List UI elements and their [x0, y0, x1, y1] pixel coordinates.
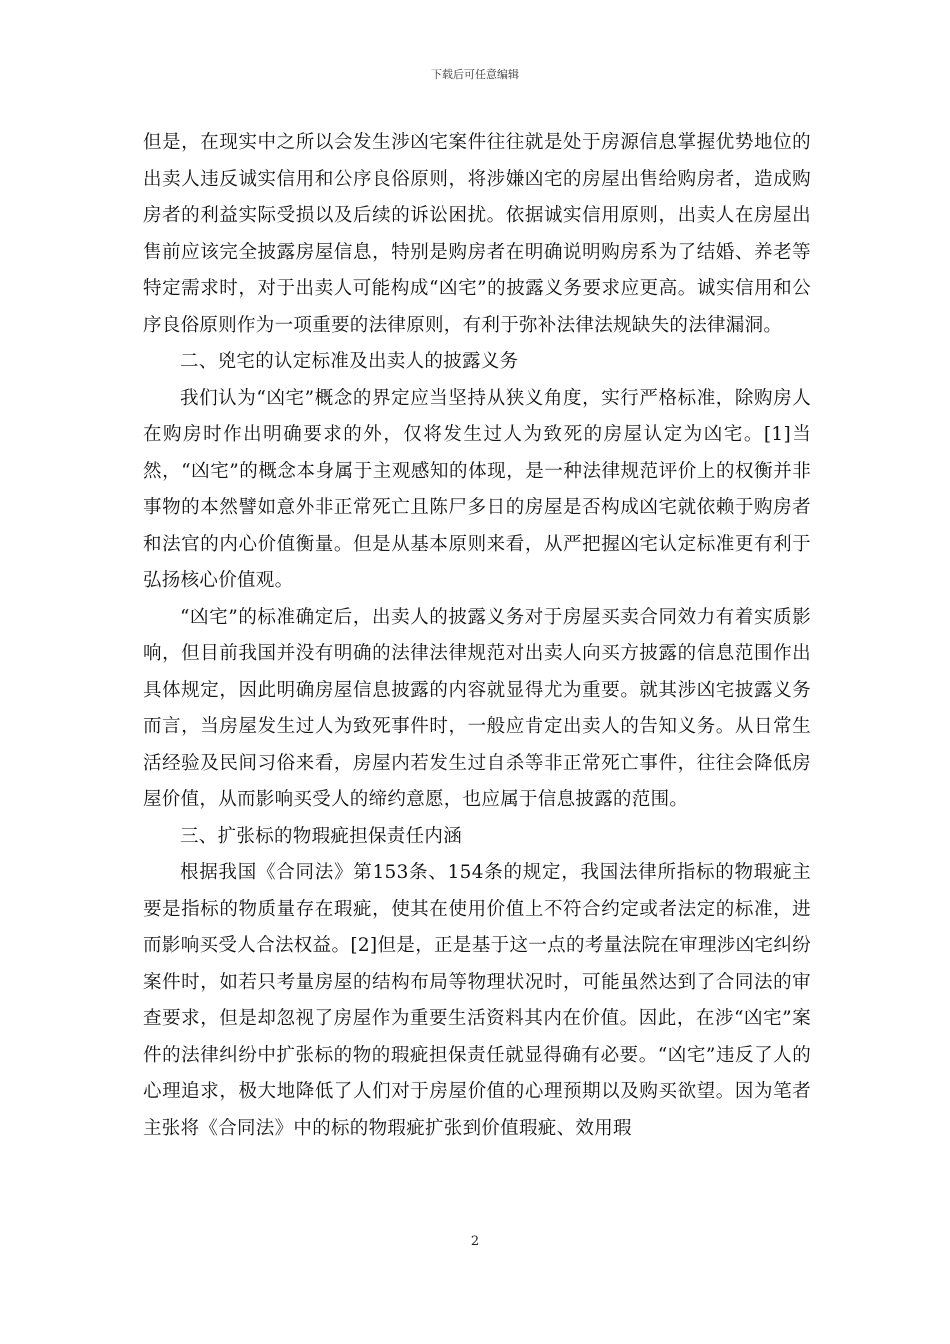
section-heading-3: 三、扩张标的物瑕疵担保责任内涵	[180, 825, 463, 847]
section-heading-2: 二、兇宅的认定标准及出卖人的披露义务	[180, 351, 519, 372]
page-number: 2	[470, 1234, 480, 1249]
paragraph-4: 根据我国《合同法》第153条、154条的规定，我国法律所指标的物瑕疵主要是指标的物质量存在瑕疵，使其在使用价值上不符合约定或者法定的标准，进而影响买受人合法权益。[2]但是，正是基于这一点的考量法院在审理涉凶宅纠纷案件时，如若只考量房屋的结构布局等物理状况时，可能虽然达到了合同法的审查要求，但是却忽视了房屋作为重要生活资料其内在价值。因此，在涉“凶宅”案件的法律纠纷中扩张标的物的瑕疵担保责任就显得确有必要。“凶宅”违反了人的心理追求，极大地降低了人们对于房屋价值的心理预期以及购买欲望。因为笔者主张将《合同法》中的标的物瑕疵扩张到价值瑕疵、效用瑕	[143, 862, 811, 1139]
paragraph-3: “凶宅”的标准确定后，出卖人的披露义务对于房屋买卖合同效力有着实质影响，但目前我国并没有明确的法律法律规范对出卖人向买方披露的信息范围作出具体规定，因此明确房屋信息披露的内容就显得尤为重要。就其涉凶宅披露义务而言，当房屋发生过人为致死事件时，一般应肯定出卖人的告知义务。从日常生活经验及民间习俗来看，房屋内若发生过自杀等非正常死亡事件，往往会降低房屋价值，从而影响买受人的缔约意愿，也应属于信息披露的范围。	[143, 606, 811, 810]
page-header: 下载后可任意编辑	[431, 68, 519, 81]
paragraph-2: 我们认为“凶宅”概念的界定应当坚持从狭义角度，实行严格标准，除购房人在购房时作出明确要求的外，仅将发生过人为致死的房屋认定为凶宅。[1]当然，“凶宅”的概念本身属于主观感知的体现，是一种法律规范评价上的权衡并非事物的本然譬如意外非正常死亡且陈尸多日的房屋是否构成凶宅就依赖于购房者和法官的内心价值衡量。但是从基本原则来看，从严把握凶宅认定标准更有利于弘扬核心价值观。	[143, 387, 811, 591]
paragraph-1: 但是，在现实中之所以会发生涉凶宅案件往往就是处于房源信息掌握优势地位的出卖人违反诚实信用和公序良俗原则，将涉嫌凶宅的房屋出售给购房者，造成购房者的利益实际受损以及后续的诉讼困扰。依据诚实信用原则，出卖人在房屋出售前应该完全披露房屋信息，特别是购房者在明确说明购房系为了结婚、养老等特定需求时，对于出卖人可能构成“凶宅”的披露义务要求应更高。诚实信用和公序良俗原则作为一项重要的法律原则，有利于弥补法律法规缺失的法律漏洞。	[143, 132, 811, 336]
document-body	[143, 125, 811, 1147]
